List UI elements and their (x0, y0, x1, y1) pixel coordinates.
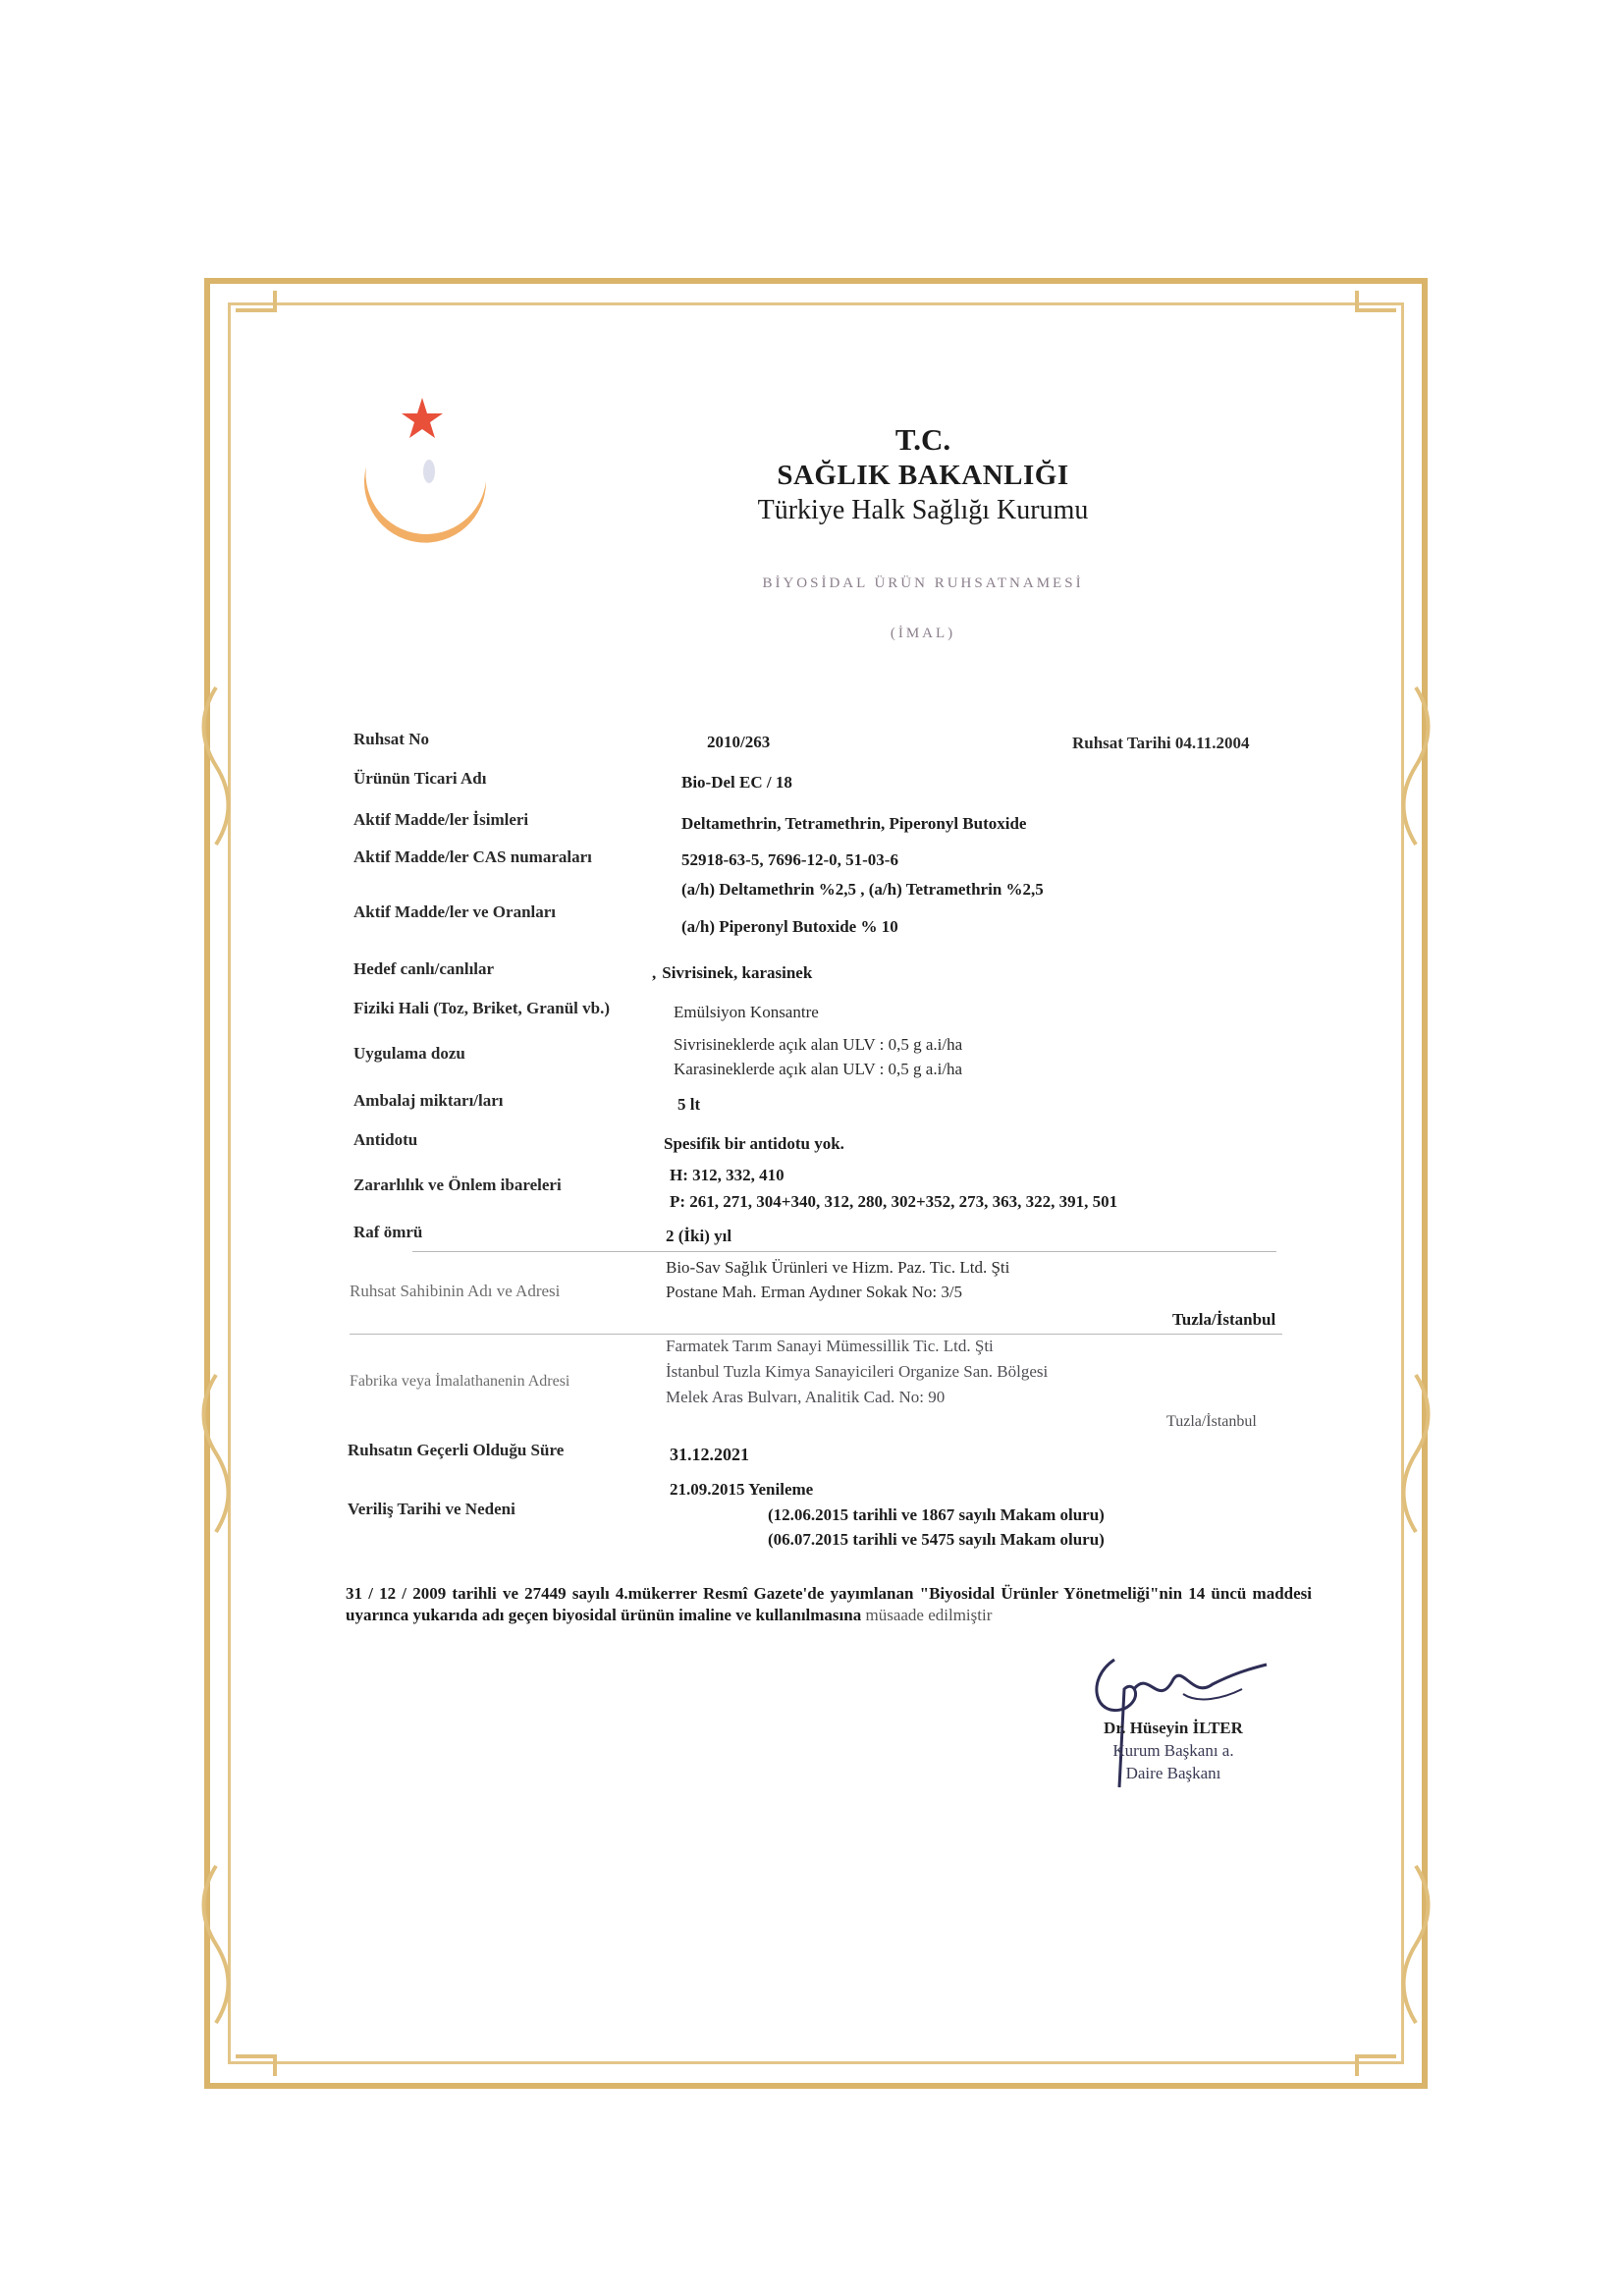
signer-title-2: Daire Başkanı (1125, 1764, 1221, 1782)
package-value: 5 lt (677, 1095, 701, 1114)
shelf-life-label: Raf ömrü (353, 1223, 423, 1241)
license-number-value: 2010/263 (707, 733, 771, 751)
license-date-label: Ruhsat Tarihi (1072, 734, 1171, 752)
target-value: , Sivrisinek, karasinek (652, 963, 813, 982)
license-date (1072, 733, 1249, 754)
target-value-text: Sivrisinek, karasinek (662, 963, 813, 982)
validity-value: 31.12.2021 (670, 1445, 749, 1464)
signer-name: Dr. Hüseyin İLTER (1104, 1719, 1243, 1737)
separator-line (350, 1334, 1282, 1335)
factory-value-2: İstanbul Tuzla Kimya Sanayicileri Organize San. Bölgesi (666, 1362, 1049, 1381)
license-date-value: 04.11.2004 (1174, 734, 1250, 752)
signer-block (1051, 1717, 1296, 1784)
hazard-label: Zararlılık ve Önlem ibareleri (353, 1175, 562, 1194)
dose-value-2: Karasineklerde açık alan ULV : 0,5 g a.i/ha (674, 1060, 963, 1078)
factory-value-1: Farmatek Tarım Sanayi Mümessillik Tic. Ltd. Şti (666, 1337, 994, 1355)
target-label: Hedef canlı/canlılar (353, 959, 495, 978)
issue-value-3: (06.07.2015 tarihli ve 5475 sayılı Makam oluru) (768, 1530, 1105, 1549)
physical-label: Fiziki Hali (Toz, Briket, Granül vb.) (353, 999, 610, 1017)
hazard-value-1: H: 312, 332, 410 (670, 1166, 785, 1184)
holder-city: Tuzla/İstanbul (1172, 1310, 1276, 1329)
document-header (609, 422, 1237, 642)
holder-value-2: Postane Mah. Erman Aydıner Sokak No: 3/5 (666, 1283, 963, 1301)
factory-label: Fabrika veya İmalathanenin Adresi (350, 1373, 570, 1390)
dose-value-1: Sivrisineklerde açık alan ULV : 0,5 g a.i/ha (674, 1035, 963, 1054)
ratio-value-2: (a/h) Piperonyl Butoxide % 10 (681, 917, 898, 936)
separator-line (412, 1251, 1276, 1252)
active-names-value: Deltamethrin, Tetramethrin, Piperonyl Butoxide (681, 814, 1027, 833)
state-abbrev: T.C. (894, 422, 951, 457)
dose-label: Uygulama dozu (353, 1044, 465, 1063)
trade-name-value: Bio-Del EC / 18 (681, 773, 792, 792)
antidote-label: Antidotu (353, 1130, 418, 1149)
validity-label: Ruhsatın Geçerli Olduğu Süre (348, 1441, 565, 1459)
issue-label: Veriliş Tarihi ve Nedeni (348, 1500, 515, 1518)
ratio-value-1: (a/h) Deltamethrin %2,5 , (a/h) Tetramethrin %2,5 (681, 880, 1044, 899)
crescent-star-icon (339, 388, 506, 574)
factory-value-3: Melek Aras Bulvarı, Analitik Cad. No: 90 (666, 1388, 946, 1406)
factory-city: Tuzla/İstanbul (1166, 1413, 1257, 1430)
cas-label: Aktif Madde/ler CAS numaraları (353, 847, 592, 866)
shelf-life-value: 2 (İki) yıl (666, 1227, 732, 1245)
institute-name: Türkiye Halk Sağlığı Kurumu (757, 495, 1089, 525)
package-label: Ambalaj miktarı/ları (353, 1091, 504, 1110)
cas-value: 52918-63-5, 7696-12-0, 51-03-6 (681, 850, 898, 869)
hazard-value-2: P: 261, 271, 304+340, 312, 280, 302+352, 273, 363, 322, 391, 501 (670, 1192, 1118, 1211)
issue-value-2: (12.06.2015 tarihli ve 1867 sayılı Makam oluru) (768, 1505, 1105, 1524)
antidote-value: Spesifik bir antidotu yok. (664, 1134, 844, 1153)
trade-name-label: Ürünün Ticari Adı (353, 769, 487, 788)
authorization-statement (346, 1583, 1312, 1626)
physical-value: Emülsiyon Konsantre (674, 1003, 819, 1021)
document-title: BİYOSİDAL ÜRÜN RUHSATNAMESİ (762, 575, 1084, 591)
license-number-label: Ruhsat No (353, 730, 429, 748)
ratio-label: Aktif Madde/ler ve Oranları (353, 902, 557, 921)
ministry-name: SAĞLIK BAKANLIĞI (777, 460, 1069, 491)
statement-bold: 31 / 12 / 2009 tarihli ve 27449 sayılı 4.mükerrer Resmî Gazete'de yayımlanan "Biyosidal Ürünler Yönetmeliği"nin 14 üncü maddesi uyarınca yukarıda adı geçen biyosidal ürünün imaline ve kullanılmasına (346, 1584, 1312, 1624)
signer-title-1: Kurum Başkanı a. (1112, 1741, 1234, 1760)
issue-value-1: 21.09.2015 Yenileme (670, 1480, 814, 1499)
active-names-label: Aktif Madde/ler İsimleri (353, 810, 529, 829)
holder-value-1: Bio-Sav Sağlık Ürünleri ve Hizm. Paz. Tic. Ltd. Şti (666, 1258, 1010, 1277)
statement-light: müsaade edilmiştir (865, 1606, 993, 1624)
document-type: (İMAL) (890, 626, 956, 641)
holder-label: Ruhsat Sahibinin Adı ve Adresi (350, 1282, 561, 1300)
